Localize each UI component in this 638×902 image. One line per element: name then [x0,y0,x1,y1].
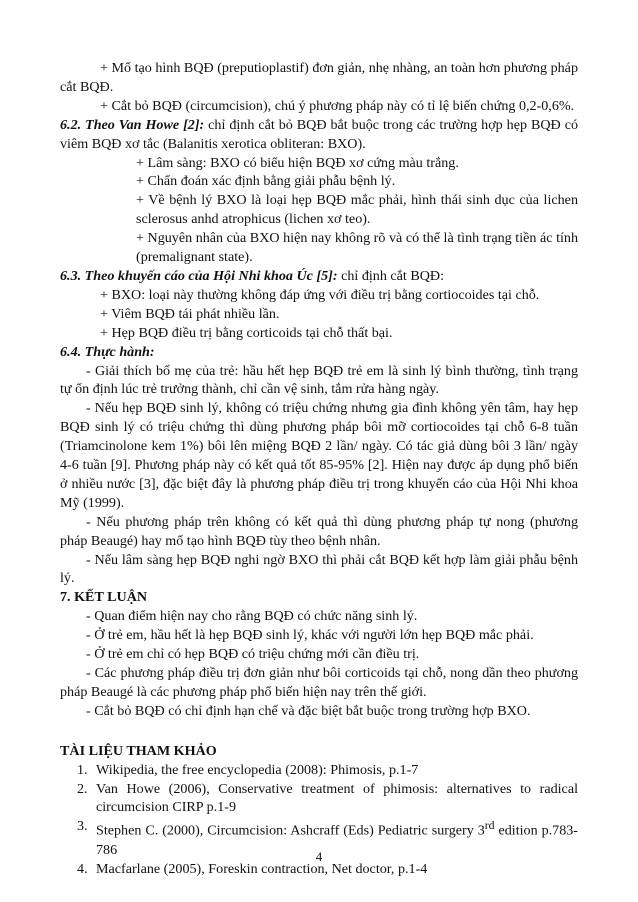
reference-number: 4. [77,860,88,877]
paragraph-circumcision: + Cắt bỏ BQĐ (circumcision), chú ý phương pháp này có tỉ lệ biến chứng 0,2-0,6%. [100,97,575,114]
list-item: + BXO: loại này thường không đáp ứng với điều trị bằng cortiocoides tại chỗ. [100,286,540,303]
section-6-3 [60,267,578,286]
list-item: - Ở trẻ em, hầu hết là hẹp BQĐ sinh lý, khác với người lớn hẹp BQĐ mắc phải. [86,627,534,644]
section-6-3-heading: 6.3. Theo khuyến cáo của Hội Nhi khoa Úc [5]: [60,267,338,284]
paragraph-preputioplasty: + Mổ tạo hình BQĐ (preputioplastif) đơn giản, nhẹ nhàng, an toàn hơn phương pháp cắt BQĐ. [60,60,578,95]
list-item: - Quan điểm hiện nay cho rằng BQĐ có chức năng sinh lý. [86,608,418,625]
list-item: - Nếu lâm sàng hẹp BQĐ nghi ngờ BXO thì phải cắt BQĐ kết hợp làm giải phẫu bệnh lý. [60,551,578,587]
list-item: + Lâm sàng: BXO có biểu hiện BQĐ xơ cứng màu trắng. [136,154,459,171]
reference-number: 3. [77,818,88,835]
references-heading: TÀI LIỆU THAM KHẢO [60,742,217,759]
list-item: - Giải thích bố mẹ của trẻ: hầu hết hẹp BQĐ trẻ em là sinh lý bình thường, tình trạng tự ổn định lúc trẻ trưởng thành, chỉ cần vệ sinh, tắm rửa hàng ngày. [60,362,578,398]
reference-number: 1. [77,761,88,778]
reference-text: Wikipedia, the free encyclopedia (2008): Phimosis, p.1-7 [96,761,419,778]
list-item: + Hẹp BQĐ điều trị bằng corticoids tại chỗ thất bại. [100,324,393,341]
list-item: - Nếu phương pháp trên không có kết quả thì dùng phương pháp tự nong (phương pháp Beaugé) hay mổ tạo hình BQĐ tùy theo bệnh nhân. [60,513,578,549]
section-6-4-heading: 6.4. Thực hành: [60,343,155,360]
list-item: + Viêm BQĐ tái phát nhiều lần. [100,305,280,322]
section-6-2 [60,116,578,154]
reference-text: Macfarlane (2005), Foreskin contraction, Net doctor, p.1-4 [96,860,428,877]
list-item: + Chẩn đoán xác định bằng giải phẫu bệnh lý. [136,173,396,190]
reference-text: Van Howe (2006), Conservative treatment of phimosis: alternatives to radical circumcision CIRP p.1-9 [96,780,578,816]
page-body [60,59,578,879]
reference-item [60,761,578,780]
list-item: - Ở trẻ em chỉ có hẹp BQĐ có triệu chứng mới cần điều trị. [86,646,420,663]
list-item: - Nếu hẹp BQĐ sinh lý, không có triệu chứng nhưng gia đình không yên tâm, hay hẹp BQĐ sinh lý có triệu chứng thì dùng phương pháp bôi mỡ cortiocoides tại chỗ 6-8 tuần (Triamcinolone kem 1%) bôi lên miệng BQĐ 2 lần/ ngày. Có tác giả dùng bôi 3 lần/ ngày 4-6 tuần [9]. Phương pháp này có kết quả tốt 85-95% [2]. Hiện nay được áp dụng phổ biến ở nhiều nước [3], đặc biệt đây là phương pháp điều trị trong khuyến cáo của Hội Nhi khoa Mỹ (1999). [60,400,578,511]
list-item: + Nguyên nhân của BXO hiện nay không rõ và có thể là tình trạng tiền ác tính (premalignant state). [136,230,578,266]
reference-item [60,780,578,818]
section-6-2-heading: 6.2. Theo Van Howe [2]: [60,116,205,133]
section-6-3-text: chỉ định cắt BQĐ: [337,267,445,284]
reference-text-tail: edition p.783-786 [96,823,578,858]
page-number: 4 [315,849,323,864]
section-6-2-text: chỉ định cắt bỏ BQĐ bắt buộc trong các trường hợp hẹp BQĐ có viêm BQĐ xơ tắc (Balanitis xerotica obliteran: BXO). [60,116,578,152]
reference-superscript: rd [484,819,495,833]
section-7-heading: 7. KẾT LUẬN [60,589,148,606]
list-item: - Cắt bỏ BQĐ có chỉ định hạn chế và đặc biệt bắt buộc trong trường hợp BXO. [86,702,531,719]
reference-text: Stephen C. (2000), Circumcision: Ashcraff (Eds) Pediatric surgery 3 [96,823,485,840]
list-item: - Các phương pháp điều trị đơn giản như bôi corticoids tại chỗ, nong dần theo phương pháp Beaugé là các phương pháp phổ biến hiện nay trên thế giới. [60,665,578,700]
list-item: + Về bệnh lý BXO là loại hẹp BQĐ mắc phải, hình thái sinh dục của lichen sclerosus anhd atrophicus (lichen xơ teo). [136,192,578,228]
reference-number: 2. [77,780,88,797]
